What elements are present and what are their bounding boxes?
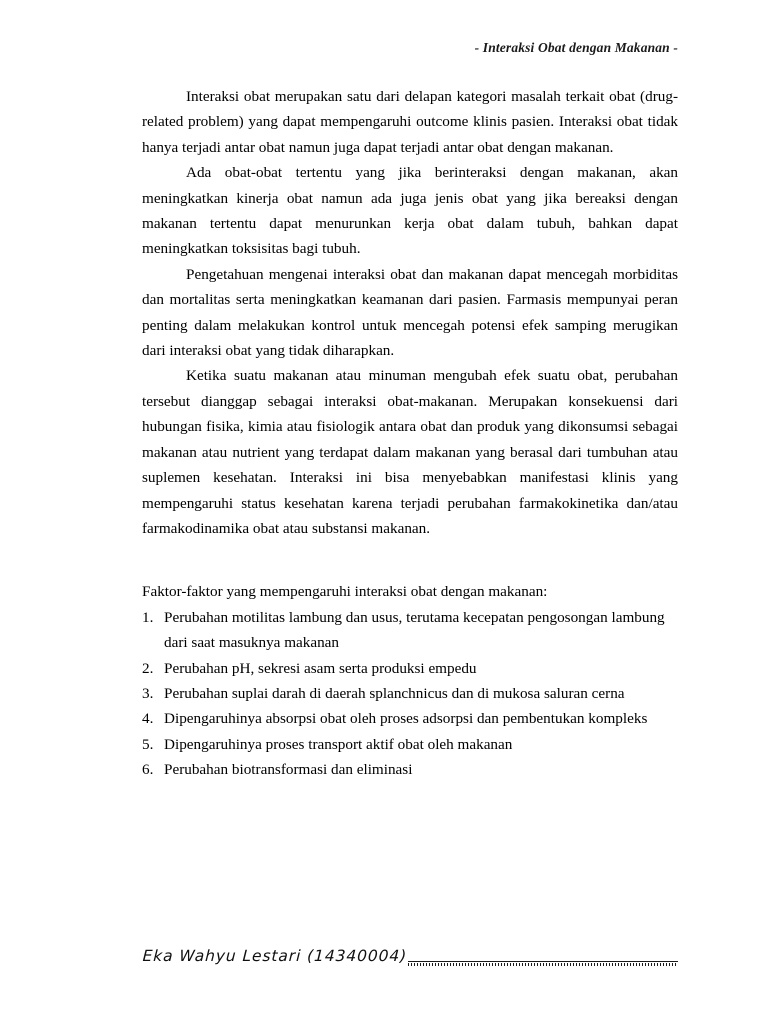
paragraph: Interaksi obat merupakan satu dari delapan kategori masalah terkait obat (drug-related problem) yang dapat mempengaruhi outcome klinis pasien. Interaksi obat tidak hanya terjadi antar obat namun juga dapat terjadi antar obat dengan makanan. xyxy=(142,88,678,156)
list-item xyxy=(142,732,678,757)
running-header: - Interaksi Obat dengan Makanan - xyxy=(474,40,678,55)
list-item-number: 3. xyxy=(142,684,154,702)
list-item-label: Perubahan suplai darah di daerah splanchnicus dan di mukosa saluran cerna xyxy=(164,684,625,702)
list-item-label: Dipengaruhinya proses transport aktif obat oleh makanan xyxy=(164,735,513,753)
factor-list xyxy=(142,605,678,783)
list-item xyxy=(142,681,678,706)
list-item-number: 1. xyxy=(142,608,154,626)
footer-dotted-leader xyxy=(408,963,678,966)
list-item-number: 4. xyxy=(142,710,154,728)
paragraph: Ketika suatu makanan atau minuman mengubah efek suatu obat, perubahan tersebut dianggap sebagai interaksi obat-makanan. Merupakan konsekuensi dari hubungan fisika, kimia atau fisiologik antara obat dan produk yang dikonsumsi sebagai makanan atau nutrient yang terdapat dalam makanan yang berasal dari tumbuhan atau suplemen kesehatan. Interaksi ini bisa menyebabkan manifestasi klinis yang mempengaruhi status kesehatan karena terjadi perubahan farmakokinetika dan/atau farmakodinamika obat atau substansi makanan. xyxy=(142,367,678,537)
paragraph: Ada obat-obat tertentu yang jika berinteraksi dengan makanan, akan meningkatkan kinerja obat namun ada juga jenis obat yang jika bereaksi dengan makanan tertentu dapat menurunkan kerja obat dalam tubuh, bahkan dapat meningkatkan toksisitas bagi tubuh. xyxy=(142,164,678,258)
footer-leader-line xyxy=(408,955,678,967)
list-item-number: 5. xyxy=(142,735,154,753)
list-item-label: Perubahan motilitas lambung dan usus, terutama kecepatan pengosongan lambung dari saat masuknya makanan xyxy=(164,608,665,652)
signature-name: Eka Wahyu Lestari (14340004) xyxy=(142,947,408,965)
list-item-number: 6. xyxy=(142,761,154,779)
list-item xyxy=(142,757,678,782)
list-item xyxy=(142,656,678,681)
list-intro-text: Faktor-faktor yang mempengaruhi interaksi obat dengan makanan: xyxy=(142,583,548,601)
page-footer xyxy=(142,946,678,967)
list-item xyxy=(142,706,678,731)
document-body xyxy=(142,84,678,783)
list-item-number: 2. xyxy=(142,659,154,677)
footer-rule xyxy=(408,961,678,962)
paragraph: Pengetahuan mengenai interaksi obat dan makanan dapat mencegah morbiditas dan mortalitas serta meningkatkan keamanan dari pasien. Farmasis mempunyai peran penting dalam melakukan kontrol untuk mencegah potensi efek samping merugikan dari interaksi obat yang tidak diharapkan. xyxy=(142,265,678,360)
list-item-label: Perubahan pH, sekresi asam serta produksi empedu xyxy=(164,659,477,677)
list-item xyxy=(142,605,678,656)
list-item-label: Perubahan biotransformasi dan eliminasi xyxy=(164,761,413,779)
list-item-label: Dipengaruhinya absorpsi obat oleh proses adsorpsi dan pembentukan kompleks xyxy=(164,710,648,728)
